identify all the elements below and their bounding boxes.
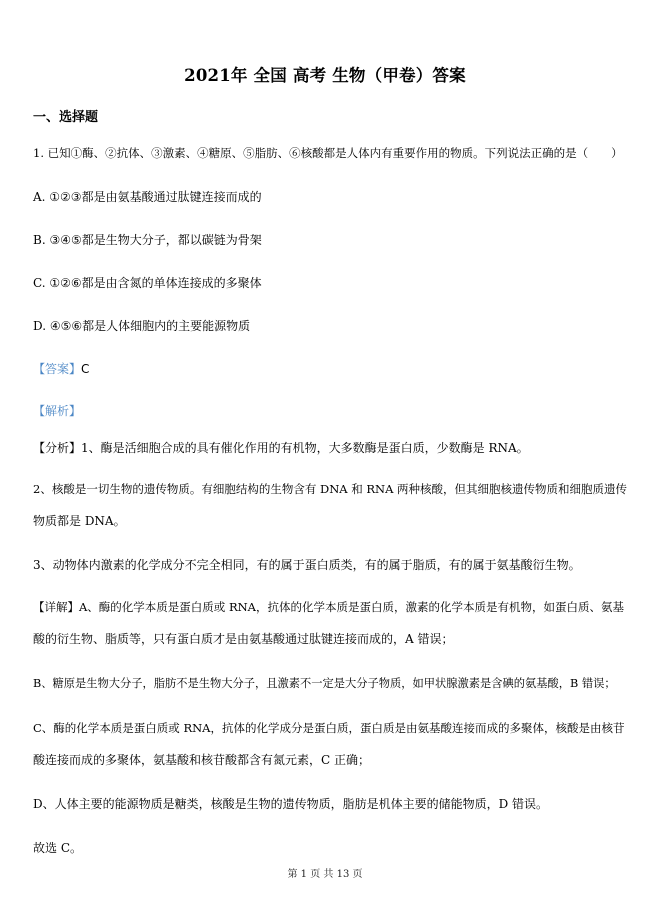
detail-b: B、糖原是生物大分子，脂肪不是生物大分子，且激素不一定是大分子物质，如甲状腺激素是含碘的氨基酸，B 错误；: [33, 677, 616, 690]
question-stem: 1. 已知①酶、②抗体、③激素、④糖原、⑤脂肪、⑥核酸都是人体内有重要作用的物质。下列说法正确的是（ ）: [33, 146, 623, 160]
fenxi-tag: 【分析】: [33, 441, 82, 455]
document-title: 2021年 全国 高考 生物（甲卷）答案: [184, 66, 466, 85]
detail-d: D、人体主要的能源物质是糖类，核酸是生物的遗传物质，脂肪是机体主要的储能物质，D 错误。: [33, 797, 549, 811]
section-heading: 一、选择题: [33, 110, 99, 125]
detail-c-line2: 酸连接而成的多聚体，氨基酸和核苷酸都含有氮元素，C 正确；: [33, 753, 370, 767]
option-a: A. ①②③都是由氨基酸通过肽键连接而成的: [33, 190, 262, 204]
detail-a-line2: 酸的衍生物、脂质等，只有蛋白质才是由氨基酸通过肽键连接而成的，A 错误；: [33, 632, 454, 646]
answer-line: [33, 361, 620, 377]
option-b: B. ③④⑤都是生物大分子，都以碳链为骨架: [33, 233, 262, 247]
detail-a-line1: [33, 599, 624, 615]
detail-tag: 【详解】: [33, 600, 79, 614]
analysis-point-3: 3、动物体内激素的化学成分不完全相同，有的属于蛋白质类，有的属于脂质，有的属于氨基酸衍生物。: [33, 558, 581, 572]
option-d: D. ④⑤⑥都是人体细胞内的主要能源物质: [33, 319, 251, 333]
detail-c-line1: C、酶的化学本质是蛋白质或 RNA，抗体的化学成分是蛋白质，蛋白质是由氨基酸连接而成的多聚体，核酸是由核苷: [33, 721, 625, 735]
conclusion: 故选 C。: [33, 841, 82, 855]
fenxi-p1: 1、酶是活细胞合成的具有催化作用的有机物，大多数酶是蛋白质，少数酶是 RNA。: [81, 441, 529, 455]
detail-a1: A、酶的化学本质是蛋白质或 RNA，抗体的化学本质是蛋白质，激素的化学本质是有机物，如蛋白质、氨基: [79, 600, 624, 614]
analysis-point-1: [33, 440, 620, 456]
analysis-point-2-line1: 2、核酸是一切生物的遗传物质。有细胞结构的生物含有 DNA 和 RNA 两种核酸，但其细胞核遗传物质和细胞质遗传: [33, 482, 628, 496]
answer-value: C: [81, 362, 90, 376]
answer-tag: 【答案】: [33, 362, 82, 376]
option-c: C. ①②⑥都是由含氮的单体连接成的多聚体: [33, 276, 262, 290]
analysis-point-2-line2: 物质都是 DNA。: [33, 514, 126, 528]
page-number-footer: 第 1 页 共 13 页: [287, 869, 363, 880]
analysis-tag: 【解析】: [33, 404, 82, 418]
